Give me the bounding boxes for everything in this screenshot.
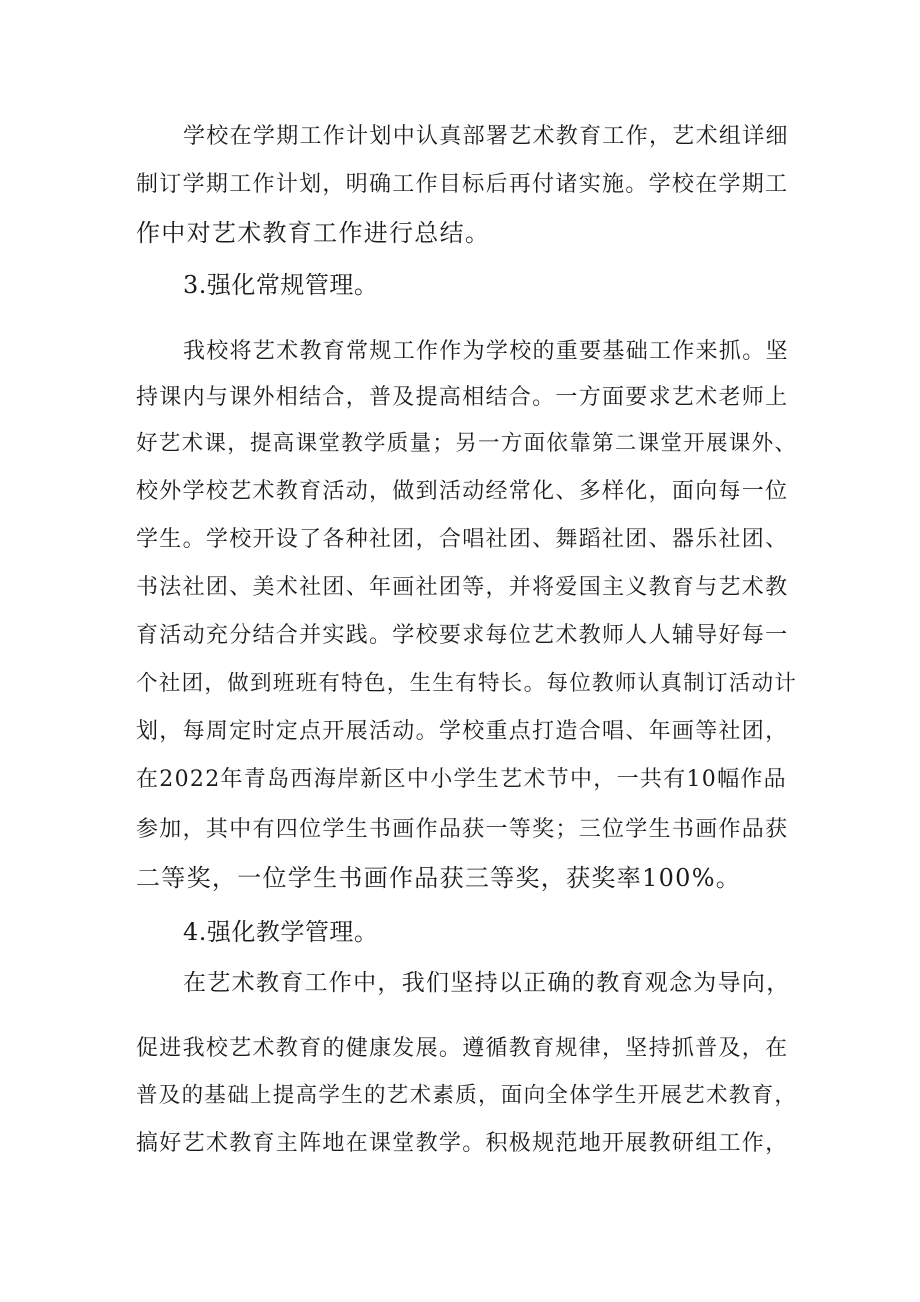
paragraph-3-line-1: 在艺术教育工作中，我们坚持以正确的教育观念为导向，: [183, 970, 791, 996]
paragraph-3-line-2: 促进我校艺术教育的健康发展。遵循教育规律，坚持抓普及，在: [136, 1036, 789, 1061]
paragraph-1-line-3: 作中对艺术教育工作进行总结。: [136, 219, 491, 247]
paragraph-2-line-2: 持课内与课外相结合，普及提高相结合。一方面要求艺术老师上: [136, 385, 789, 410]
paragraph-2-line-12: 二等奖，一位学生书画作品获三等奖，获奖率100%。: [136, 864, 742, 892]
paragraph-2-line-4: 校外学校艺术教育活动，做到活动经常化、多样化，面向每一位: [136, 479, 789, 504]
paragraph-1-line-1: 学校在学期工作计划中认真部署艺术教育工作，艺术组详细: [183, 124, 789, 149]
paragraph-2-line-8: 个社团，做到班班有特色，生生有特长。每位教师认真制订活动计: [136, 671, 798, 696]
paragraph-2-line-11: 参加，其中有四位学生书画作品获一等奖；三位学生书画作品获: [136, 817, 789, 842]
paragraph-2-line-6: 书法社团、美术社团、年画社团等，并将爱国主义教育与艺术教: [136, 575, 789, 600]
paragraph-2-line-7: 育活动充分结合并实践。学校要求每位艺术教师人人辅导好每一: [136, 623, 789, 648]
paragraph-2-line-1: 我校将艺术教育常规工作作为学校的重要基础工作来抓。坚: [183, 339, 789, 364]
paragraph-2-line-5: 学生。学校开设了各种社团，合唱社团、舞蹈社团、器乐社团、: [136, 527, 789, 552]
paragraph-2-line-3: 好艺术课，提高课堂教学质量；另一方面依靠第二课堂开展课外、: [136, 431, 798, 456]
paragraph-2-line-9: 划，每周定时定点开展活动。学校重点打造合唱、年画等社团，: [136, 719, 789, 744]
paragraph-2-line-10: 在2022年青岛西海岸新区中小学生艺术节中，一共有10幅作品: [136, 767, 787, 792]
paragraph-3-line-4: 搞好艺术教育主阵地在课堂教学。积极规范地开展教研组工作，: [136, 1131, 789, 1156]
section-heading-3: 3.强化常规管理。: [183, 271, 379, 299]
paragraph-3-line-3: 普及的基础上提高学生的艺术素质，面向全体学生开展艺术教育，: [136, 1083, 798, 1108]
section-heading-4: 4.强化教学管理。: [183, 918, 379, 946]
paragraph-1-line-2: 制订学期工作计划，明确工作目标后再付诸实施。学校在学期工: [136, 172, 789, 197]
